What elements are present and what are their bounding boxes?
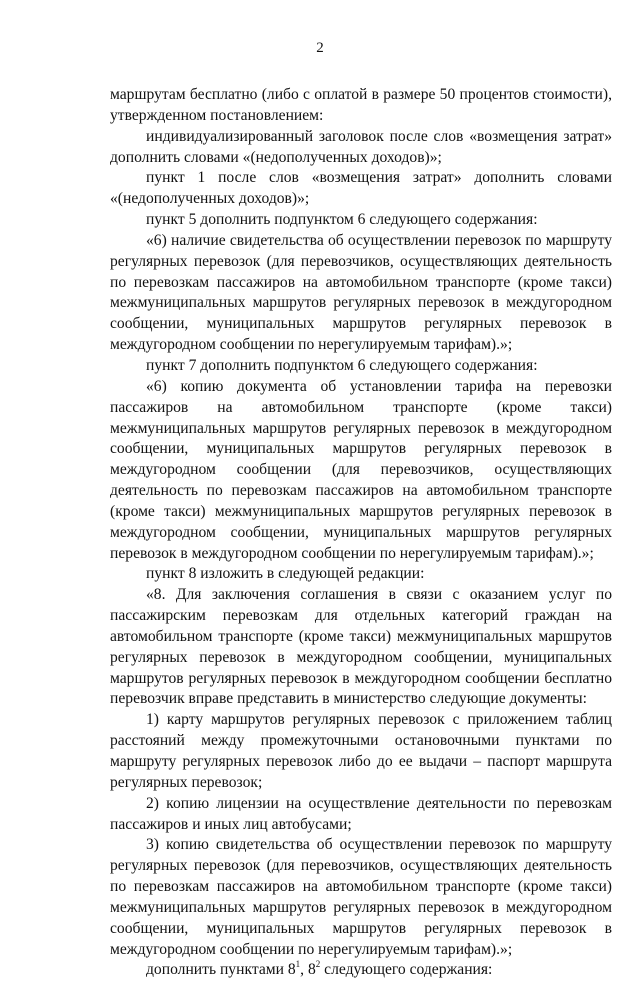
paragraph: «8. Для заключения соглашения в связи с оказанием услуг по пассажирским перевозкам для отдельных категорий граждан на автомобильном транспорте (кроме такси) межмуниципальных маршрутов регулярных перевозок в междугородном сообщении, муниципальных маршрутов регулярных перевозок в междугородном сообщении бесплатно перевозчик вправе представить в министерство следующие документы: xyxy=(110,586,612,708)
paragraph: пункт 1 после слов «возмещения затрат» дополнить словами «(недополученных доходов)»; xyxy=(110,169,612,208)
paragraph: «6) копию документа об установлении тарифа на перевозки пассажиров на автомобильном транспорте (кроме такси) межмуниципальных маршрутов регулярных перевозок в междугородном сообщении, муниципальных маршрутов регулярных перевозок в междугородном сообщении (для перевозчиков, осуществляющих деятельность по перевозкам пассажиров на автомобильном транспорте (кроме такси) межмуниципальных маршрутов регулярных перевозок в междугородном сообщении, муниципальных маршрутов регулярных перевозок в междугородном сообщении по нерегулируемым тарифам).»; xyxy=(110,377,612,562)
last-line-middle: , 8 xyxy=(300,961,316,979)
paragraph: 2) копию лицензии на осуществление деятельности по перевозкам пассажиров и иных лиц автобусами; xyxy=(110,794,612,833)
paragraph-last xyxy=(110,960,612,981)
superscript: 1 xyxy=(295,959,301,970)
superscript: 2 xyxy=(315,959,321,970)
last-line-prefix: дополнить пунктами 8 xyxy=(146,961,296,979)
page-number: 2 xyxy=(316,40,324,56)
paragraph: пункт 5 дополнить подпунктом 6 следующего содержания: xyxy=(146,211,538,229)
paragraph: индивидуализированный заголовок после слов «возмещения затрат» дополнить словами «(недополученных доходов)»; xyxy=(110,127,612,166)
paragraph: «6) наличие свидетельства об осуществлении перевозок по маршруту регулярных перевозок (для перевозчиков, осуществляющих деятельность по перевозкам пассажиров на автомобильном транспорте (кроме такси) межмуниципальных маршрутов регулярных перевозок в междугородном сообщении, муниципальных маршрутов регулярных перевозок в междугородном сообщении по нерегулируемым тарифам).»; xyxy=(110,231,612,354)
paragraph: 1) карту маршрутов регулярных перевозок с приложением таблиц расстояний между промежуточными остановочными пунктами по маршруту регулярных перевозок либо до ее выдачи – паспорт маршрута регулярных перевозок; xyxy=(110,711,612,791)
document-body xyxy=(110,85,612,981)
paragraph: маршрутам бесплатно (либо с оплатой в размере 50 процентов стоимости), утвержденном постановлением: xyxy=(110,86,612,124)
paragraph: пункт 7 дополнить подпунктом 6 следующего содержания: xyxy=(146,356,538,374)
last-line-suffix: следующего содержания: xyxy=(320,961,493,979)
paragraph: пункт 8 изложить в следующей редакции: xyxy=(146,565,425,583)
paragraph: 3) копию свидетельства об осуществлении перевозок по маршруту регулярных перевозок (для перевозчиков, осуществляющих деятельность по перевозкам пассажиров на автомобильном транспорте (кроме такси) межмуниципальных маршрутов регулярных перевозок в междугородном сообщении, муниципальных маршрутов регулярных перевозок в междугородном сообщении по нерегулируемым тарифам).»; xyxy=(110,836,612,958)
